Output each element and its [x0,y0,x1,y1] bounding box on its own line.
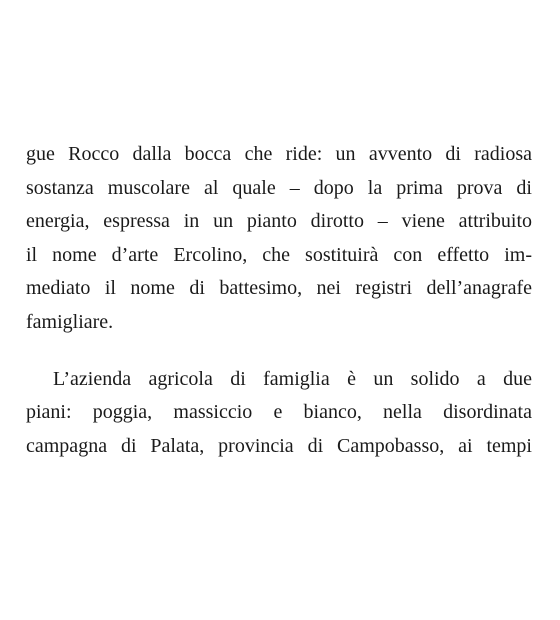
paragraph-1 [26,138,532,340]
paragraph-2 [26,363,532,464]
text-line: campagna di Palata, provincia di Campobasso, ai tempi [26,434,532,457]
text-line: sostanza muscolare al quale – dopo la prima prova di [26,176,532,199]
text-line: piani: poggia, massiccio e bianco, nella disordinata [26,401,532,424]
text-line: il nome d’arte Ercolino, che sostituirà con effetto im- [26,243,532,266]
text-line: L’azienda agricola di famiglia è un solido a due [53,367,532,390]
text-line: famigliare. [26,310,114,333]
book-page [26,138,532,463]
text-line: mediato il nome di battesimo, nei registri dell’anagrafe [26,277,532,300]
text-line: gue Rocco dalla bocca che ride: un avvento di radiosa [26,143,532,165]
text-line: energia, espressa in un pianto dirotto – viene attribuito [26,210,532,233]
paragraph-spacer [26,340,532,363]
